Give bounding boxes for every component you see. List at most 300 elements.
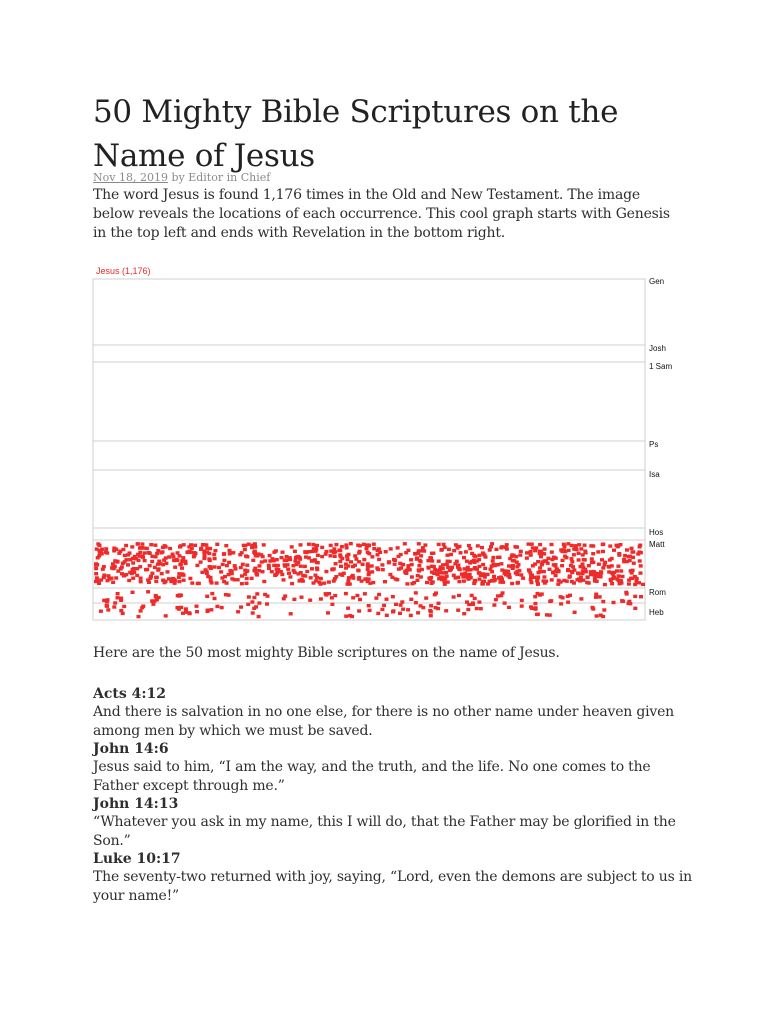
occurrence-point [615, 544, 619, 547]
occurrence-point [453, 562, 457, 565]
occurrence-point [601, 550, 605, 553]
occurrence-point [639, 564, 643, 567]
occurrence-point [413, 552, 417, 555]
occurrence-point [554, 557, 558, 560]
occurrence-point [610, 564, 614, 567]
occurrence-point [482, 573, 486, 576]
occurrence-point [428, 556, 432, 559]
occurrence-point [195, 605, 199, 608]
occurrence-point [466, 608, 470, 611]
occurrence-point [179, 606, 183, 609]
occurrence-point [280, 556, 284, 559]
occurrence-point [167, 555, 171, 558]
occurrence-point [630, 547, 634, 550]
occurrence-point [102, 574, 106, 577]
occurrence-point [572, 581, 576, 584]
occurrence-point [124, 544, 128, 547]
occurrence-point [542, 552, 546, 555]
occurrence-point [414, 601, 418, 604]
occurrence-point [245, 582, 249, 585]
occurrence-point [196, 582, 200, 585]
occurrence-point [123, 554, 127, 557]
occurrence-point [560, 564, 564, 567]
occurrence-point [209, 608, 213, 611]
post-date-link[interactable]: Nov 18, 2019 [93, 171, 168, 184]
occurrence-point [437, 602, 441, 605]
occurrence-point [222, 559, 226, 562]
occurrence-point [462, 579, 466, 582]
occurrence-point [377, 558, 381, 561]
occurrence-point [254, 554, 258, 557]
occurrence-point [193, 544, 197, 547]
occurrence-point [377, 547, 381, 550]
occurrence-point [382, 604, 386, 607]
page-title: 50 Mighty Bible Scriptures on the Name of Jesus [93, 94, 619, 174]
occurrence-point [272, 559, 276, 562]
occurrence-point [195, 564, 199, 567]
occurrence-point [181, 612, 185, 615]
occurrence-point [143, 559, 147, 562]
occurrence-point [631, 556, 635, 559]
occurrence-point [208, 559, 212, 562]
occurrence-point [525, 556, 529, 559]
occurrence-point [172, 578, 176, 581]
occurrence-point [511, 559, 515, 562]
occurrence-point [247, 595, 251, 598]
occurrence-point [234, 567, 238, 570]
occurrence-point [292, 598, 296, 601]
occurrence-point [104, 547, 108, 550]
occurrence-point [633, 583, 637, 586]
chart-book-labels [649, 277, 672, 617]
occurrence-point [450, 566, 454, 569]
occurrence-point [449, 553, 453, 556]
occurrence-point [362, 558, 366, 561]
occurrence-point [375, 566, 379, 569]
occurrence-point [401, 608, 405, 611]
occurrence-point [595, 614, 599, 617]
occurrence-point [546, 562, 550, 565]
occurrence-point [194, 552, 198, 555]
occurrence-point [245, 564, 249, 567]
occurrence-point [583, 558, 587, 561]
occurrence-point [137, 615, 141, 618]
occurrence-point [149, 543, 153, 546]
occurrence-point [330, 603, 334, 606]
occurrence-point [357, 609, 361, 612]
occurrence-point [119, 597, 123, 600]
occurrence-point [619, 569, 623, 572]
occurrence-point [504, 546, 508, 549]
occurrence-point [231, 551, 235, 554]
occurrence-point [399, 603, 403, 606]
occurrence-point [267, 564, 271, 567]
occurrence-point [550, 550, 554, 553]
occurrence-point [434, 606, 438, 609]
occurrence-point [265, 602, 269, 605]
occurrence-point [204, 543, 208, 546]
occurrence-point [272, 564, 276, 567]
occurrence-point [245, 569, 249, 572]
occurrence-point [609, 579, 613, 582]
verse-reference: Luke 10:17 [93, 851, 181, 867]
occurrence-point [94, 567, 98, 570]
occurrence-point [228, 549, 232, 552]
occurrence-point [176, 594, 180, 597]
occurrence-point [206, 575, 210, 578]
occurrence-point [627, 602, 631, 605]
occurrence-point [535, 613, 539, 616]
occurrence-point [327, 580, 331, 583]
occurrence-point [621, 575, 625, 578]
occurrence-point [481, 551, 485, 554]
occurrence-point [446, 554, 450, 557]
occurrence-point [546, 557, 550, 560]
occurrence-point [559, 595, 563, 598]
occurrence-point [273, 574, 277, 577]
occurrence-point [488, 580, 492, 583]
occurrence-point [557, 579, 561, 582]
occurrence-point [154, 576, 158, 579]
occurrence-point [107, 574, 111, 577]
occurrence-point [334, 575, 338, 578]
occurrence-point [99, 578, 103, 581]
occurrence-point [105, 600, 109, 603]
occurrence-point [166, 570, 170, 573]
occurrence-point [365, 544, 369, 547]
chart-points [94, 542, 645, 618]
occurrence-point [576, 571, 580, 574]
occurrence-point [464, 550, 468, 553]
occurrence-point [597, 563, 601, 566]
occurrence-point [289, 612, 293, 615]
occurrence-point [533, 549, 537, 552]
occurrence-point [239, 605, 243, 608]
occurrence-point [636, 552, 640, 555]
occurrence-point [315, 576, 319, 579]
occurrence-point [372, 543, 376, 546]
occurrence-point [519, 550, 523, 553]
occurrence-point [590, 557, 594, 560]
occurrence-point [164, 562, 168, 565]
occurrence-point [445, 575, 449, 578]
occurrence-point [410, 575, 414, 578]
chart-title: Jesus (1,176) [96, 266, 151, 276]
occurrence-point [428, 578, 432, 581]
occurrence-point [477, 571, 481, 574]
occurrence-point [111, 581, 115, 584]
occurrence-point [349, 560, 353, 563]
occurrence-point [639, 571, 643, 574]
occurrence-point [126, 563, 130, 566]
occurrence-point [638, 544, 642, 547]
occurrence-point [288, 575, 292, 578]
occurrence-point [283, 564, 287, 567]
occurrence-point [346, 607, 350, 610]
occurrence-point [199, 560, 203, 563]
occurrence-point [542, 570, 546, 573]
occurrence-point [286, 568, 290, 571]
verse-text: “Whatever you ask in my name, this I will do, that the Father may be glorified in the Son.” [93, 814, 676, 849]
occurrence-point [252, 596, 256, 599]
occurrence-point [405, 582, 409, 585]
occurrence-point [236, 578, 240, 581]
chart-book-label: Gen [649, 277, 665, 286]
occurrence-point [260, 560, 264, 563]
occurrence-point [122, 574, 126, 577]
occurrence-point [579, 547, 583, 550]
occurrence-point [616, 565, 620, 568]
occurrence-point [230, 570, 234, 573]
occurrence-point [473, 555, 477, 558]
occurrence-point [561, 559, 565, 562]
occurrence-point [630, 571, 634, 574]
occurrence-point [476, 544, 480, 547]
occurrence-point [500, 568, 504, 571]
occurrence-point [422, 549, 426, 552]
occurrence-point [280, 573, 284, 576]
occurrence-point [499, 562, 503, 565]
occurrence-point [351, 574, 355, 577]
occurrence-point [154, 555, 158, 558]
occurrence-point [213, 597, 217, 600]
occurrence-point [573, 611, 577, 614]
occurrence-point [627, 555, 631, 558]
occurrence-point [227, 573, 231, 576]
occurrence-point [245, 577, 249, 580]
occurrence-point [533, 595, 537, 598]
occurrence-point [99, 610, 103, 613]
occurrence-point [599, 614, 603, 617]
occurrence-point [122, 605, 126, 608]
occurrence-point [257, 615, 261, 618]
occurrence-point [177, 576, 181, 579]
occurrence-point [443, 546, 447, 549]
occurrence-point [488, 548, 492, 551]
occurrence-point [128, 558, 132, 561]
occurrence-point [587, 581, 591, 584]
occurrence-point [437, 560, 441, 563]
occurrence-point [319, 577, 323, 580]
occurrence-point [179, 562, 183, 565]
occurrence-point [295, 563, 299, 566]
occurrence-point [623, 554, 627, 557]
occurrence-point [461, 575, 465, 578]
occurrence-point [192, 555, 196, 558]
occurrence-point [591, 552, 595, 555]
occurrence-point [589, 544, 593, 547]
occurrence-point [426, 559, 430, 562]
occurrence-point [238, 553, 242, 556]
occurrence-point [601, 600, 605, 603]
occurrence-point [566, 542, 570, 545]
occurrence-point [320, 546, 324, 549]
occurrence-point [212, 553, 216, 556]
occurrence-point [208, 565, 212, 568]
occurrence-point [131, 591, 135, 594]
occurrence-point [415, 579, 419, 582]
occurrence-point [462, 556, 466, 559]
occurrence-point [438, 568, 442, 571]
occurrence-point [223, 575, 227, 578]
occurrence-point [530, 581, 534, 584]
occurrence-point [262, 580, 266, 583]
occurrence-point [257, 569, 261, 572]
occurrence-point [351, 596, 355, 599]
occurrence-point [299, 543, 303, 546]
occurrence-point [366, 568, 370, 571]
occurrence-point [184, 607, 188, 610]
occurrence-point [610, 557, 614, 560]
occurrence-point [253, 567, 257, 570]
occurrence-point [246, 603, 250, 606]
occurrence-point [570, 560, 574, 563]
occurrence-point [141, 556, 145, 559]
occurrence-point [612, 601, 616, 604]
occurrence-point [210, 592, 214, 595]
occurrence-point [217, 566, 221, 569]
occurrence-point [380, 608, 384, 611]
occurrence-point [221, 563, 225, 566]
occurrence-point [566, 569, 570, 572]
occurrence-point [447, 548, 451, 551]
occurrence-point [416, 611, 420, 614]
occurrence-point [537, 571, 541, 574]
occurrence-point [617, 552, 621, 555]
occurrence-point [262, 543, 266, 546]
occurrence-point [253, 542, 257, 545]
occurrence-point [372, 547, 376, 550]
occurrence-point [456, 609, 460, 612]
occurrence-point [409, 598, 413, 601]
occurrence-point [423, 543, 427, 546]
occurrence-point [253, 550, 257, 553]
occurrence-point [172, 559, 176, 562]
occurrence-point [96, 556, 100, 559]
occurrence-point [516, 581, 520, 584]
occurrence-point [135, 574, 139, 577]
occurrence-point [151, 603, 155, 606]
occurrence-point [337, 549, 341, 552]
occurrence-point [427, 566, 431, 569]
occurrence-point [520, 604, 524, 607]
occurrence-point [417, 564, 421, 567]
occurrence-point [358, 598, 362, 601]
occurrence-point [572, 553, 576, 556]
occurrence-point [213, 549, 217, 552]
occurrence-point [510, 582, 514, 585]
occurrence-point [318, 581, 322, 584]
occurrence-point [444, 571, 448, 574]
occurrence-point [140, 546, 144, 549]
occurrence-point [236, 610, 240, 613]
occurrence-point [305, 570, 309, 573]
chart-book-label: Isa [649, 470, 660, 479]
occurrence-point [378, 551, 382, 554]
occurrence-point [581, 579, 585, 582]
occurrence-point [490, 542, 494, 545]
occurrence-point [199, 547, 203, 550]
occurrence-point [419, 554, 423, 557]
occurrence-point [531, 564, 535, 567]
occurrence-point [224, 544, 228, 547]
occurrence-point [324, 570, 328, 573]
occurrence-point [625, 592, 629, 595]
occurrence-point [160, 572, 164, 575]
occurrence-point [508, 576, 512, 579]
occurrence-point [346, 558, 350, 561]
occurrence-point [189, 543, 193, 546]
occurrence-point [567, 575, 571, 578]
occurrence-point [410, 582, 414, 585]
occurrence-point [366, 551, 370, 554]
occurrence-point [452, 595, 456, 598]
occurrence-point [429, 614, 433, 617]
occurrence-point [439, 575, 443, 578]
occurrence-point [300, 596, 304, 599]
occurrence-point [452, 549, 456, 552]
occurrence-point [98, 544, 102, 547]
occurrence-point [409, 614, 413, 617]
occurrence-point [627, 582, 631, 585]
occurrence-point [610, 571, 614, 574]
occurrence-point [459, 551, 463, 554]
occurrence-point [287, 557, 291, 560]
occurrence-point [367, 571, 371, 574]
occurrence-point [492, 575, 496, 578]
occurrence-point [147, 581, 151, 584]
occurrence-point [201, 543, 205, 546]
occurrence-point [615, 569, 619, 572]
occurrence-point [361, 563, 365, 566]
occurrence-point [287, 572, 291, 575]
occurrence-point [366, 564, 370, 567]
occurrence-point [477, 600, 481, 603]
chart-book-label: 1 Sam [649, 362, 673, 371]
occurrence-point [116, 560, 120, 563]
occurrence-point [583, 544, 587, 547]
occurrence-point [303, 565, 307, 568]
occurrence-point [293, 550, 297, 553]
occurrence-point [540, 563, 544, 566]
occurrence-point [517, 569, 521, 572]
occurrence-point [579, 576, 583, 579]
occurrence-point [581, 562, 585, 565]
occurrence-point [489, 545, 493, 548]
occurrence-point [268, 554, 272, 557]
occurrence-point [332, 579, 336, 582]
occurrence-point [296, 572, 300, 575]
occurrence-point [315, 566, 319, 569]
occurrence-point [107, 577, 111, 580]
occurrence-point [209, 579, 213, 582]
occurrence-point [143, 551, 147, 554]
occurrence-point [370, 564, 374, 567]
occurrence-point [153, 566, 157, 569]
occurrence-point [112, 567, 116, 570]
occurrence-point [585, 575, 589, 578]
occurrence-point [245, 555, 249, 558]
occurrence-point [181, 556, 185, 559]
occurrence-point [303, 550, 307, 553]
occurrence-point [389, 547, 393, 550]
occurrence-point [542, 579, 546, 582]
occurrence-point [307, 543, 311, 546]
occurrence-point [492, 603, 496, 606]
occurrence-point [545, 613, 549, 616]
verse-reference: Acts 4:12 [93, 686, 167, 702]
occurrence-point [357, 576, 361, 579]
